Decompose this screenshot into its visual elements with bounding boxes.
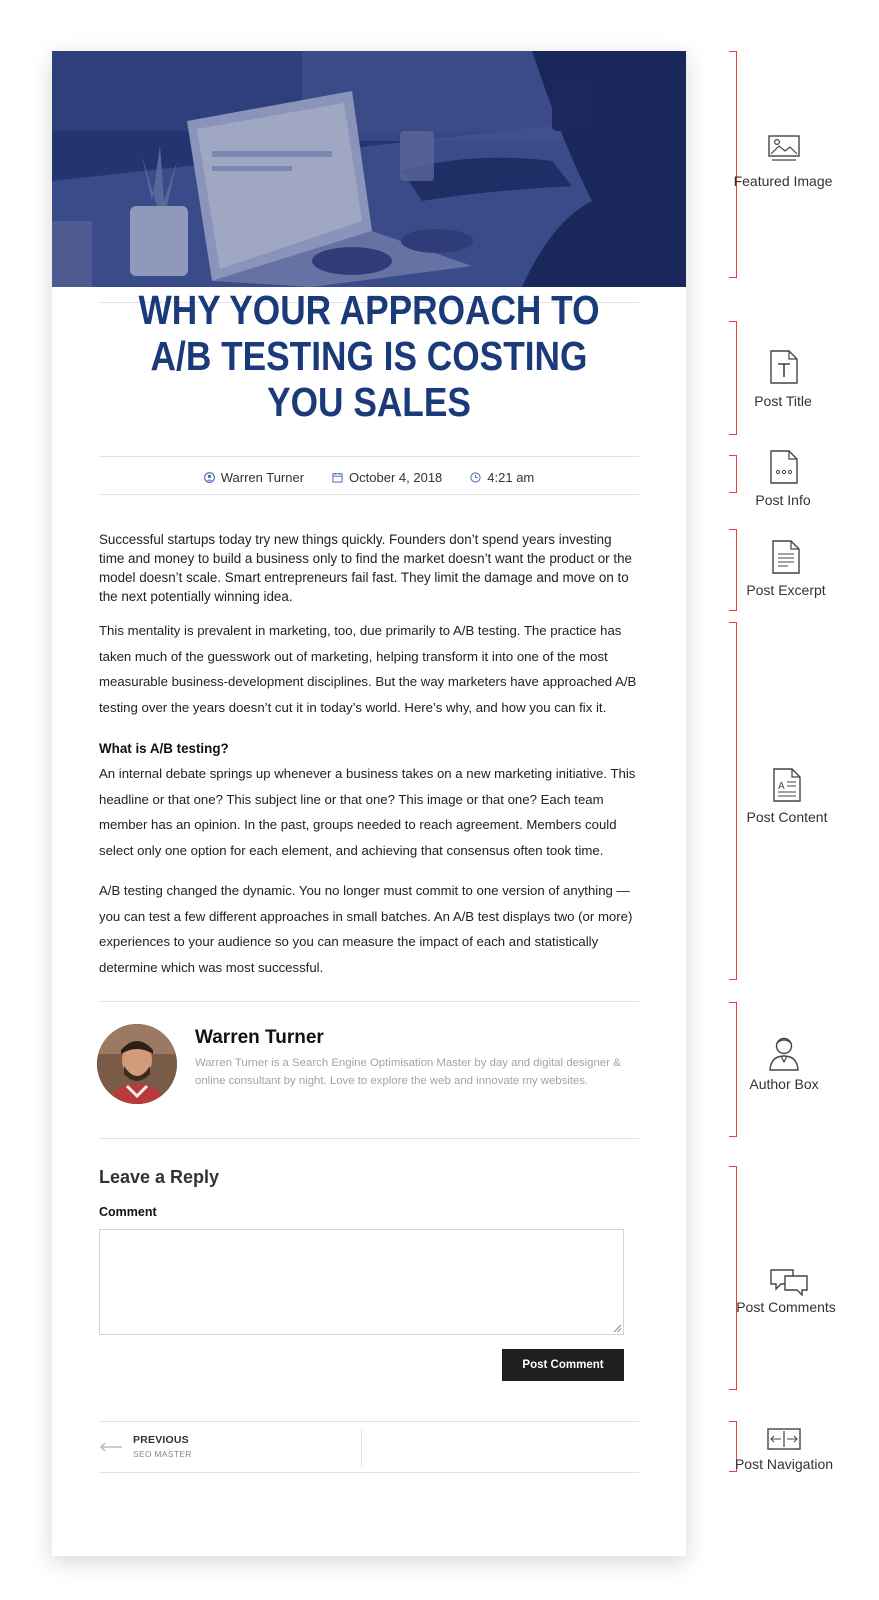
document-info-icon xyxy=(770,450,798,484)
nav-divider-bottom xyxy=(99,1472,639,1473)
post-author[interactable] xyxy=(204,470,304,485)
post-time-text: 4:21 am xyxy=(487,469,535,485)
author-divider-bottom xyxy=(99,1138,639,1139)
bracket-featured-image xyxy=(729,51,737,278)
post-author-name: Warren Turner xyxy=(220,469,305,485)
post-content-paragraph-3: A/B testing changed the dynamic. You no longer must commit to one version of anything — you can test a few different approaches in small batches. An A/B test displays two (or more) experiences to your audience so you can measure the impact of each and statistically determine which was most successful. xyxy=(99,883,633,975)
post-time xyxy=(470,470,534,485)
comment-label: Comment xyxy=(99,1205,157,1219)
post-content-paragraph-1: This mentality is prevalent in marketing, too, due primarily to A/B testing. The practice has taken much of the guesswork out of marketing, helping transform it into one of the most measurable business-development disciplines. But the way marketers have approached A/B testing over the years doesn’t cut it in today’s world. Here’s why, and how you can fix it. xyxy=(99,623,637,715)
post-content-paragraph-2: An internal debate springs up whenever a business takes on a new marketing initiative. This headline or that one? This subject line or that one? This image or that one? Each team member has an opinion. In the past, groups needed to reach agreement. Members could select only one option for each element, and achieving that consensus often took time. xyxy=(99,766,636,858)
document-title-icon xyxy=(770,350,798,384)
post-content-heading: What is A/B testing? xyxy=(99,741,229,756)
previous-post-link[interactable] xyxy=(99,1434,192,1459)
document-content-icon xyxy=(773,768,801,802)
bracket-post-excerpt xyxy=(729,529,737,611)
bracket-post-comments xyxy=(729,1166,737,1390)
arrow-left-icon xyxy=(99,1442,123,1452)
featured-image-graphic xyxy=(52,51,686,287)
info-divider xyxy=(99,494,639,495)
annotation-post-content: Post Content xyxy=(746,809,828,825)
comment-textarea[interactable] xyxy=(99,1229,624,1335)
author-divider-top xyxy=(99,1001,639,1002)
annotation-featured-image: Featured Image xyxy=(733,173,833,189)
document-excerpt-icon xyxy=(772,540,800,574)
annotation-author-box: Author Box xyxy=(749,1076,819,1092)
author-icon xyxy=(766,1035,802,1071)
svg-text:A: A xyxy=(778,781,785,792)
title-divider-bottom xyxy=(99,456,639,457)
annotation-post-info: Post Info xyxy=(755,492,811,508)
author-bio: Warren Turner is a Search Engine Optimisation Master by day and digital designer & online consultant by night. Love to explore the web and innovate my websites. xyxy=(195,1057,621,1087)
reply-title: Leave a Reply xyxy=(99,1167,220,1187)
post-title: WHY YOUR APPROACH TO A/B TESTING IS COSTING YOU SALES xyxy=(138,287,600,425)
user-icon xyxy=(204,472,215,483)
comments-icon xyxy=(769,1268,809,1296)
bracket-post-content xyxy=(729,622,737,980)
image-icon xyxy=(768,135,800,163)
annotation-post-comments: Post Comments xyxy=(736,1299,836,1315)
post-info xyxy=(99,466,639,488)
featured-image xyxy=(52,51,686,287)
nav-column-divider xyxy=(361,1430,362,1466)
resize-grip-icon[interactable] xyxy=(612,1323,622,1333)
bracket-post-info xyxy=(729,455,737,493)
calendar-icon xyxy=(332,472,343,483)
navigation-arrows-icon xyxy=(767,1428,801,1450)
annotation-post-navigation: Post Navigation xyxy=(734,1456,834,1472)
nav-divider-top xyxy=(99,1421,639,1422)
bracket-author-box xyxy=(729,1002,737,1137)
previous-label: PREVIOUS xyxy=(133,1434,189,1446)
post-date[interactable] xyxy=(332,470,442,485)
annotation-post-title: Post Title xyxy=(754,393,812,409)
avatar xyxy=(97,1024,177,1104)
post-date-text: October 4, 2018 xyxy=(349,469,443,485)
post-excerpt: Successful startups today try new things quickly. Founders don’t spend years investing time and money to build a business only to find the market doesn’t want the product or the model doesn’t scale. Smart entrepreneurs fail fast. They limit the damage and move on to the next potentially winning idea. xyxy=(99,532,632,604)
clock-icon xyxy=(470,472,481,483)
previous-post-text xyxy=(133,1434,192,1459)
annotation-post-excerpt: Post Excerpt xyxy=(746,582,826,598)
bracket-post-title xyxy=(729,321,737,435)
post-comment-button[interactable]: Post Comment xyxy=(502,1349,624,1381)
author-photo xyxy=(97,1024,177,1104)
author-name[interactable]: Warren Turner xyxy=(195,1027,324,1048)
previous-post-title: SEO MASTER xyxy=(133,1449,192,1459)
